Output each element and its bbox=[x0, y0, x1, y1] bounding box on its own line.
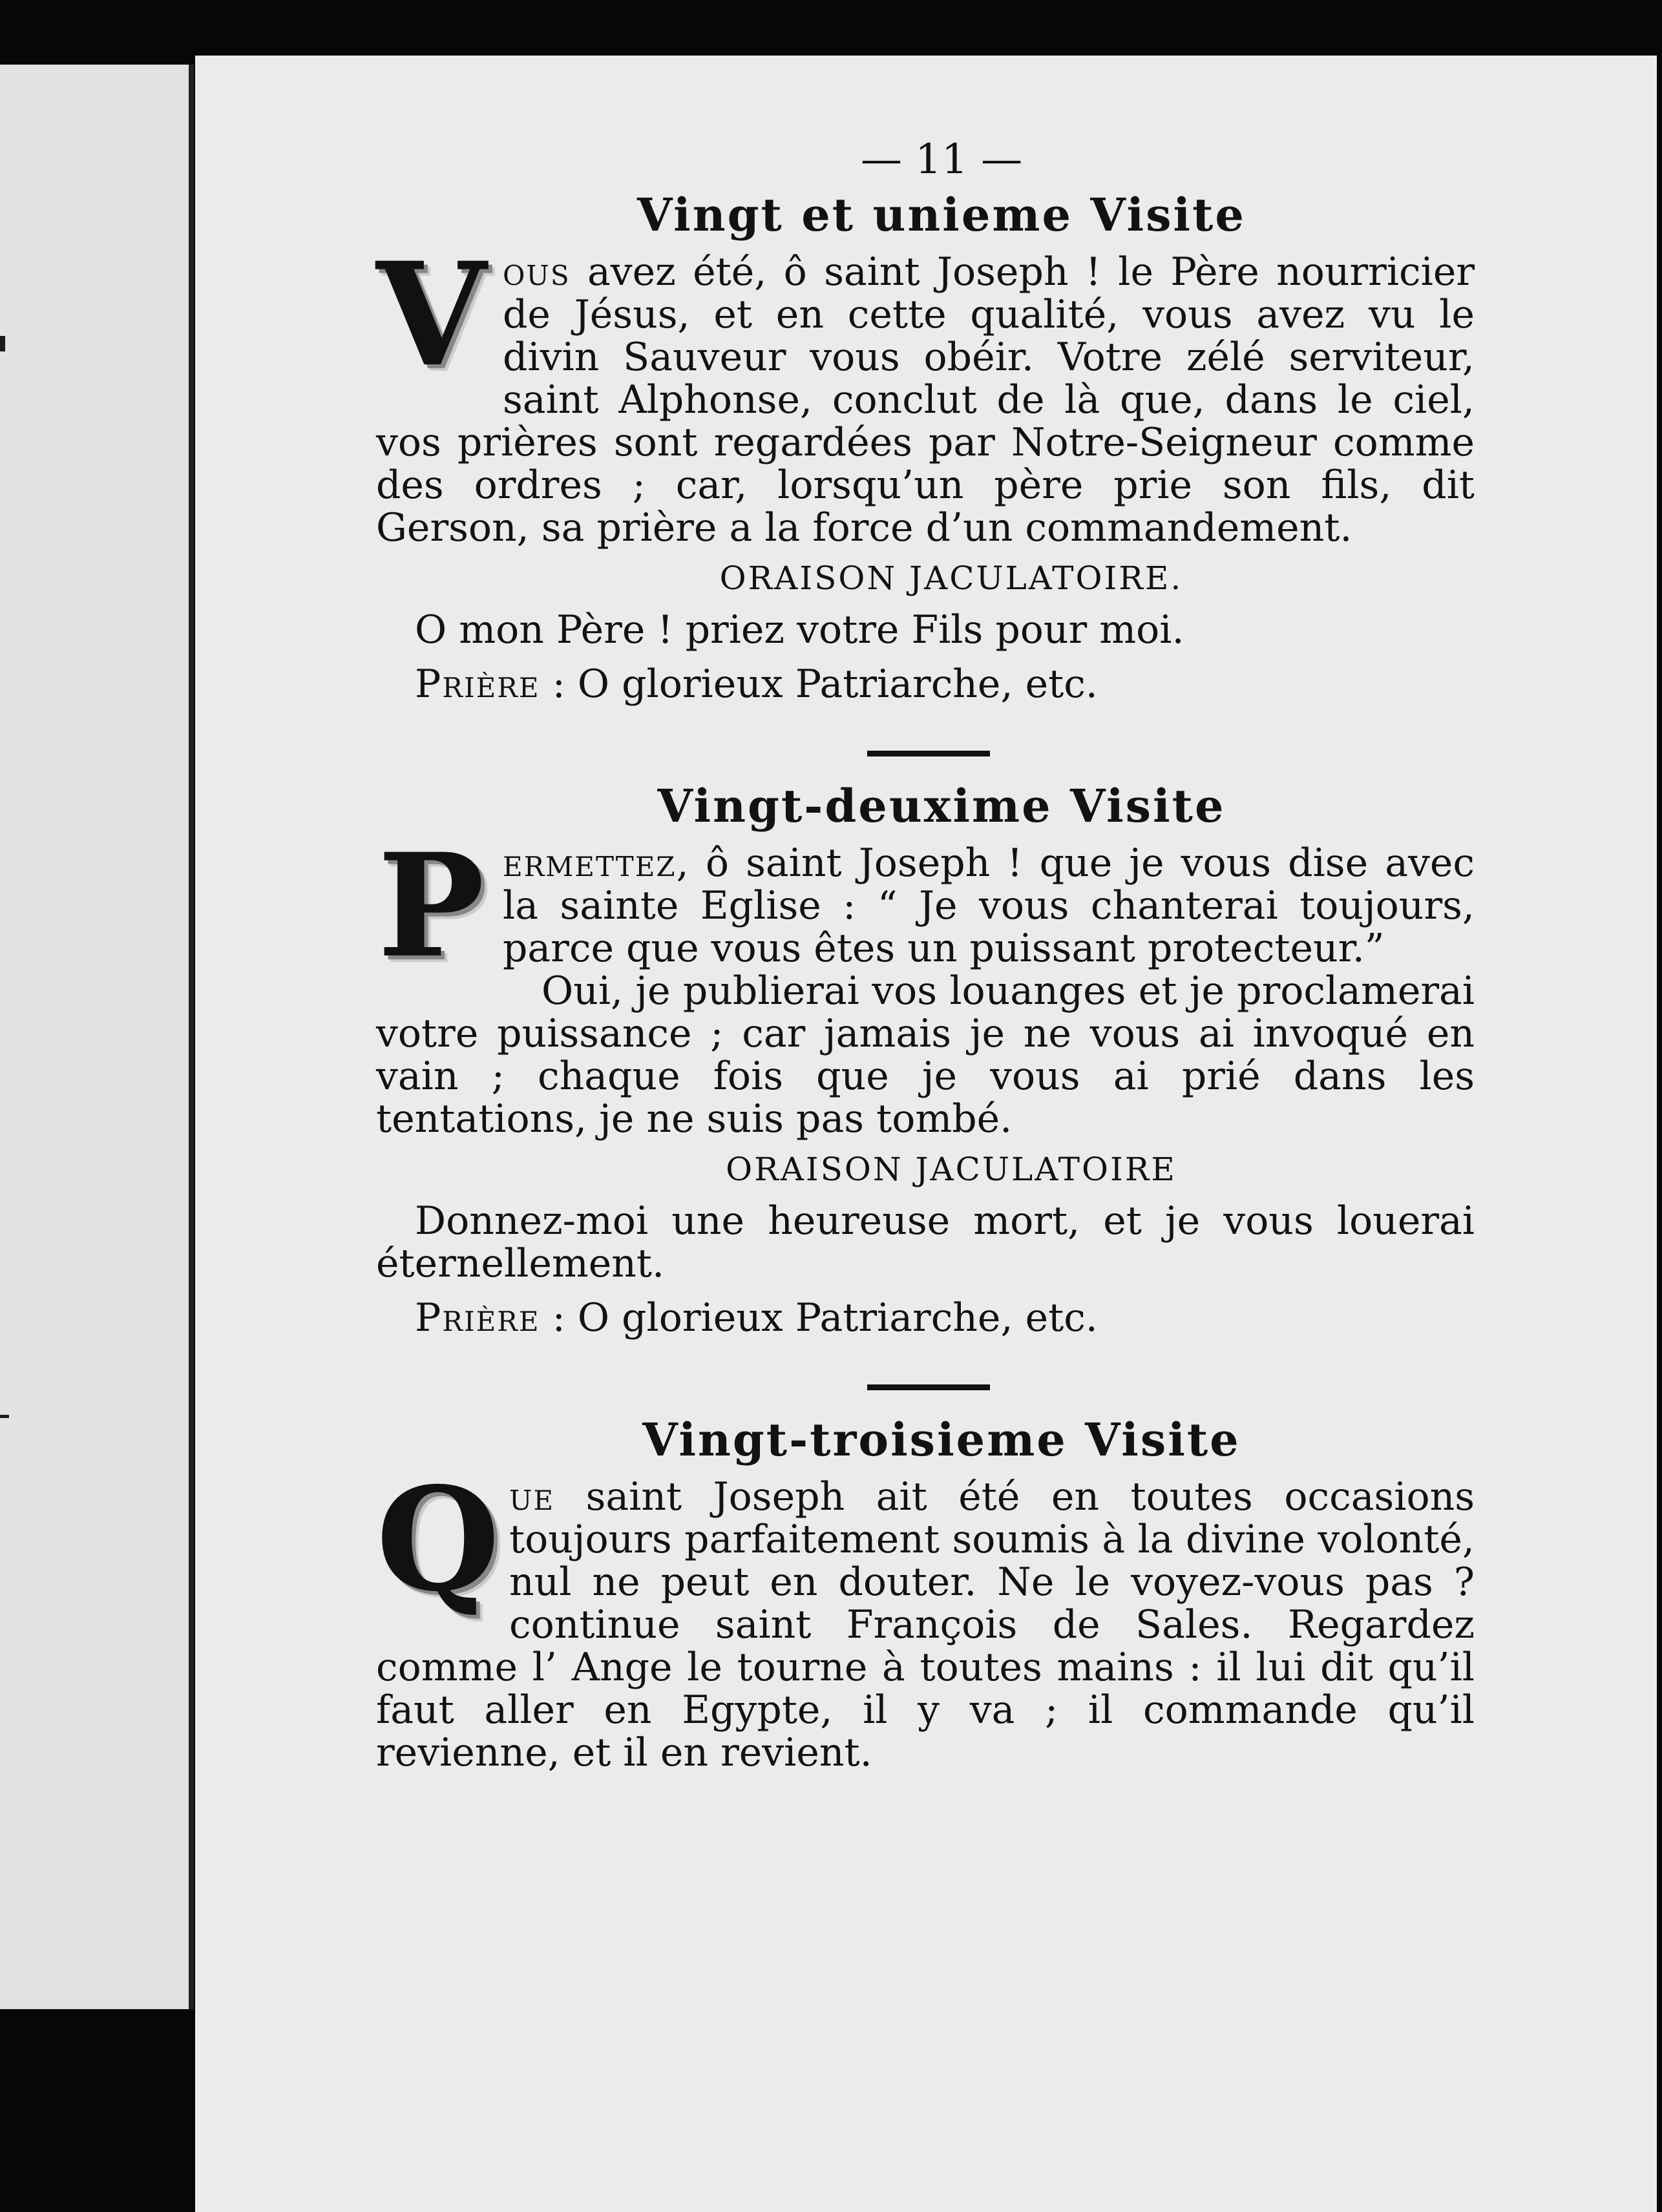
visit-title: Vingt-troisieme Visite bbox=[642, 1413, 1241, 1466]
visit-section-23 bbox=[376, 1413, 1656, 1775]
priere-label: Prière bbox=[415, 662, 540, 707]
paragraph-text: saint Joseph ait été en toutes occasions toujours parfaitement soumis à la divine volonté, nul ne peut en douter. Ne le voyez-vous pas ? continue saint François de Sales. Regardez comme l’ Ange le tourne à toutes mains : il lui dit qu’il faut aller en Egypte, il y va ; il commande qu’il revienne, et il en revient. bbox=[376, 1474, 1475, 1775]
visit-paragraph bbox=[376, 1456, 1475, 1775]
margin-mark bbox=[0, 336, 5, 351]
facing-page-edge bbox=[0, 65, 194, 2009]
visit-title: Vingt-deuxime Visite bbox=[657, 779, 1226, 833]
visit-section-21 bbox=[376, 188, 1656, 707]
priere-text: : O glorieux Patriarche, etc. bbox=[540, 1295, 1098, 1341]
lead-word: ermettez bbox=[503, 840, 677, 886]
page-content bbox=[376, 138, 1656, 1774]
section-divider bbox=[867, 1384, 990, 1390]
visit-paragraph bbox=[376, 822, 1475, 989]
ejaculatory-prayer: Donnez-moi une heureuse mort, et je vous louerai éternellement. bbox=[376, 1198, 1475, 1286]
priere-line bbox=[376, 663, 1475, 705]
visit-paragraph bbox=[376, 231, 1475, 550]
priere-label: Prière bbox=[415, 1295, 540, 1341]
drop-cap: Q bbox=[376, 1456, 500, 1623]
ejaculatory-heading: ORAISON JACULATOIRE bbox=[726, 1151, 1177, 1188]
paragraph-text: , ô saint Joseph ! que je vous dise avec la sainte Eglise : “ Je vous chanterai toujours, parce que vous êtes un puissant protecteur.” bbox=[503, 840, 1475, 971]
drop-cap: V bbox=[376, 231, 487, 398]
ejaculatory-heading: ORAISON JACULATOIRE. bbox=[719, 559, 1183, 597]
margin-mark bbox=[0, 1415, 9, 1418]
lead-word: ous bbox=[503, 249, 571, 295]
book-page bbox=[195, 56, 1657, 2212]
visit-title: Vingt et unieme Visite bbox=[637, 188, 1246, 242]
paragraph-text: avez été, ô saint Joseph ! le Père nourricier de Jésus, et en cette qualité, vous avez vu le divin Sauveur vous obéir. Votre zélé serviteur, saint Alphonse, conclut de là que, dans le ciel, vos prières sont regardées par Notre-Seigneur comme des ordres ; car, lorsqu’un père prie son fils, dit Gerson, sa prière a la force d’un commandement. bbox=[376, 249, 1475, 550]
section-divider bbox=[867, 751, 990, 756]
ejaculatory-prayer: O mon Père ! priez votre Fils pour moi. bbox=[415, 607, 1184, 652]
visit-section-22 bbox=[376, 779, 1656, 1341]
priere-text: : O glorieux Patriarche, etc. bbox=[540, 662, 1098, 707]
priere-line bbox=[376, 1297, 1475, 1339]
lead-word: ue bbox=[509, 1474, 555, 1519]
page-number: — 11 — bbox=[860, 136, 1023, 183]
visit-paragraph: Oui, je publierai vos louanges et je proclamerai votre puissance ; car jamais je ne vous ai invoqué en vain ; chaque fois que je vous ai prié dans les tentations, je ne suis pas tombé. bbox=[376, 968, 1475, 1142]
drop-cap: P bbox=[377, 822, 485, 989]
